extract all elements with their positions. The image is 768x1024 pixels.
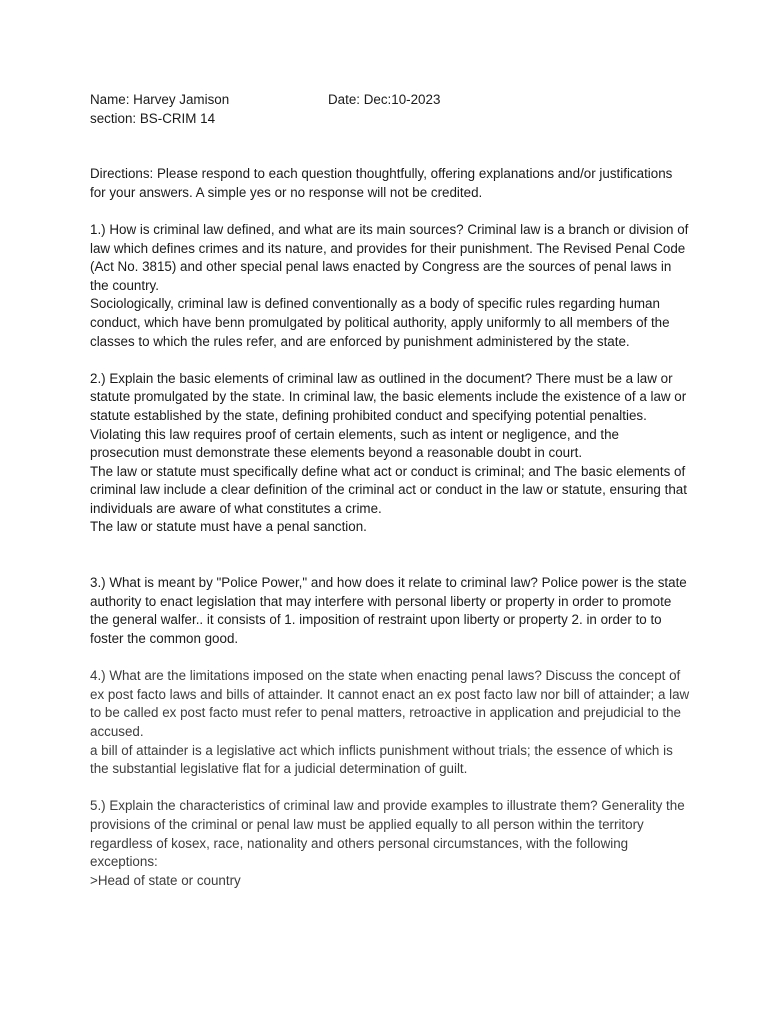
- student-section: section: BS-CRIM 14: [90, 110, 216, 126]
- question-3-paragraph-1: 3.) What is meant by "Police Power," and how does it relate to criminal law? Police power is the state authority to enact legislation that may interfere with personal liberty or property in order to promote the general walfer.. it consists of 1. imposition of restraint upon liberty or property 2. in order to to foster the common good.: [90, 575, 687, 647]
- question-1-paragraph-1: 1.) How is criminal law defined, and what are its main sources? Criminal law is a branch or division of law which defines crimes and its nature, and provides for their punishment. The Revised Penal Code (Act No. 3815) and other special penal laws enacted by Congress are the sources of penal laws in the country.: [90, 221, 689, 293]
- question-2-paragraph-1: 2.) Explain the basic elements of criminal law as outlined in the document? There must be a law or statute promulgated by the state. In criminal law, the basic elements include the existence of a law or statute established by the state, defining prohibited conduct and specifying potential penalties. Violating this law requires proof of certain elements, such as intent or negligence, and the prosecution must demonstrate these elements beyond a reasonable doubt in court.: [90, 370, 687, 461]
- question-2-paragraph-2: The law or statute must specifically define what act or conduct is criminal; and The basic elements of criminal law include a clear definition of the criminal act or conduct in the law or statute, ensuring that individuals are aware of what constitutes a crime.: [90, 463, 687, 516]
- document-page: [90, 91, 690, 890]
- question-5-paragraph-1: 5.) Explain the characteristics of criminal law and provide examples to illustrate them? Generality the provisions of the criminal or penal law must be applied equally to all person within the territory regardless of kosex, race, nationality and others personal circumstances, with the following exceptions:: [90, 798, 685, 870]
- question-2-paragraph-3: The law or statute must have a penal sanction.: [90, 519, 367, 535]
- student-name: Name: Harvey Jamison: [90, 92, 230, 107]
- question-5-paragraph-2: >Head of state or country: [90, 872, 241, 888]
- directions-text: Directions: Please respond to each question thoughtfully, offering explanations and/or justifications for your answers. A simple yes or no response will not be credited.: [90, 166, 673, 200]
- question-1: [90, 221, 690, 351]
- question-4-paragraph-2: a bill of attainder is a legislative act which inflicts punishment without trials; the essence of which is the substantial legislative flat for a judicial determination of guilt.: [90, 742, 673, 777]
- submission-date: Date: Dec:10-2023: [328, 92, 441, 107]
- question-5: [90, 797, 690, 890]
- question-4: [90, 667, 690, 779]
- question-1-paragraph-2: Sociologically, criminal law is defined conventionally as a body of specific rules regarding human conduct, which have benn promulgated by political authority, apply uniformly to all members of the classes to which the rules refer, and are enforced by punishment administered by the state.: [90, 296, 670, 349]
- question-3: [90, 574, 690, 648]
- question-2: [90, 370, 690, 537]
- header-row: [90, 91, 690, 110]
- question-4-paragraph-1: 4.) What are the limitations imposed on the state when enacting penal laws? Discuss the concept of ex post facto laws and bills of attainder. It cannot enact an ex post facto law nor bill of attainder; a law to be called ex post facto must refer to penal matters, retroactive in application and prejudicial to the accused.: [90, 668, 690, 739]
